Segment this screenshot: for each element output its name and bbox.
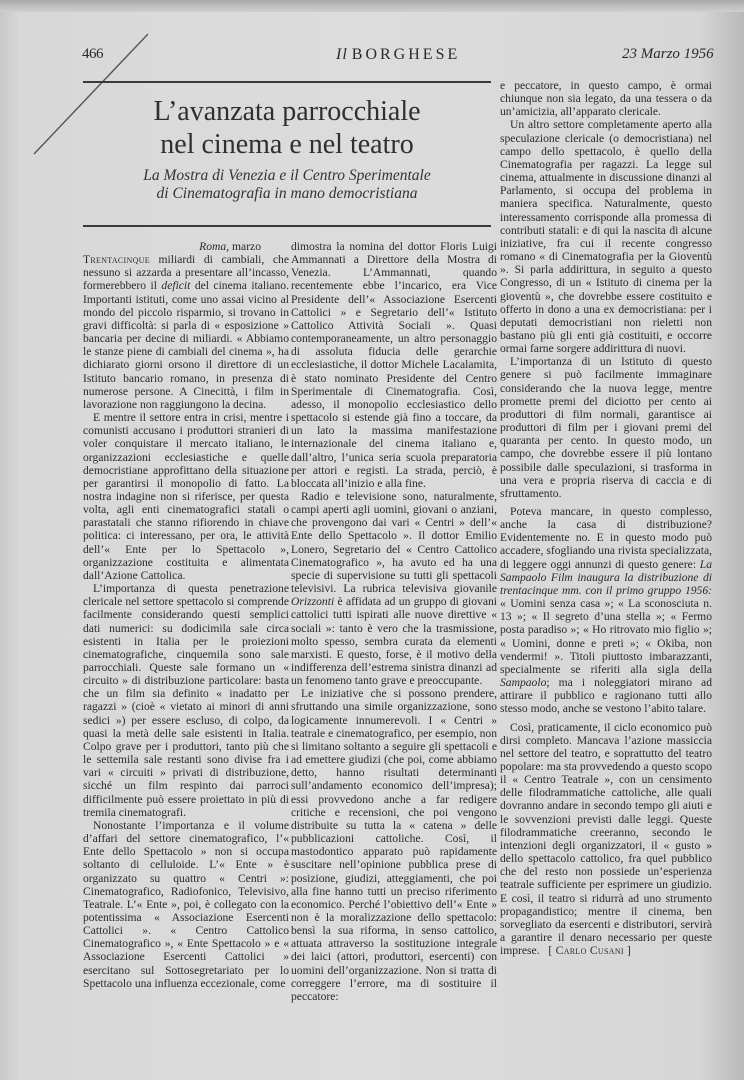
article-subtitle <box>83 167 491 203</box>
paragraph: E mentre il settore entra in crisi, mentre i comunisti accusano i produttori stranieri di voler conquistare il mercato italiano, le organizzazioni ecclesiastiche e quelle democristiane approfittano della situazione per garantirsi il monopolio di fatto. La nostra indagine non si riferisce, per questa volta, agli enti cinematografici statali o parastatali che stanno rifiorendo in chiave politica: ci interessano, per ora, le attività dell’« Ente per lo Spettacolo », organizzazione costituita e alimentata dall’Azione Cattolica. <box>83 411 289 582</box>
masthead-article: Il <box>336 46 348 63</box>
page-header <box>82 46 734 68</box>
text-run: Così, praticamente, il ciclo economico può dirsi completo. Mancava l’azione massiccia nel settore del teatro, e soprattutto del teatro popolare: ma sta provvedendo a questo scopo il « Centro Teatrale », con un censimento delle filodrammatiche cattoliche, alle quali dovranno andare in secondo tempo gli aiuti e le sovvenzioni previsti dalle leggi. Queste filodrammatiche creeranno, secondo le intenzioni degli organizzatori, il « gusto » dello spettacolo cattolico, fra quel pubblico che del resto non possiede un’esperienza teatrale sufficiente per esprimere un giudizio. E così, il teatro si ridurrà ad uno strumento propagandistico; mentre il cinema, ben sorvegliato da esercenti e distributori, servirà a garantire il denaro necessario per queste imprese. <box>500 720 712 958</box>
dateline-month: marzo <box>232 240 261 253</box>
paragraph <box>291 490 497 687</box>
paragraph: L’importanza di un Istituto di questo genere si può facilmente immaginare considerando che la nuova legge, mentre promette premi del diciotto per cento ai produttori di film normali, garantisce ai produttori di film per i giovani premi del quaranta per cento. In questo modo, un campo, che dovrebbe essere il più lontano possibile dalle speculazioni, si trasforma in una vera e propria riserva di caccia e di sfruttamento. <box>500 355 712 500</box>
italic-run: La Sampaolo Film inaugura la distribuzione di trentacinque mm. con il primo gruppo 1956: <box>500 557 712 597</box>
dateline <box>83 240 289 253</box>
dateline-city: Roma, <box>199 240 230 253</box>
text-run: è affidata ad un gruppo di giovani cattolici tutti ispirati alle nuove direttive « sociali »: tanto è vero che la trasmissione, molto spesso, sembra curata da elementi marxisti. E questo, forse, è il motivo della indifferenza dell’estrema sinistra dinanzi ad un fenomeno tanto grave e preoccupante. <box>291 595 497 688</box>
title-line-2: nel cinema e nel teatro <box>160 129 414 160</box>
article-heading <box>83 95 491 203</box>
text-run: Poteva mancare, in questo complesso, anche la casa di distribuzione? Evidentemente no. E in questo modo può accadere, sfogliando una rivista specializzata, di leggere oggi annunzi di questo genere: <box>500 505 712 571</box>
text-run: miliardi di cambiali, che nessuno si azzarda a presentare all’incasso, formerebbero il <box>83 253 289 293</box>
article-title <box>83 95 491 161</box>
author-signature: [ Carlo Cusani ] <box>548 944 632 958</box>
text-run: ; ma i noleggiatori mirano ad attirare il pubblico e ragionano tutti allo stesso modo, anche se vestono l’abito talare. <box>500 676 712 716</box>
italic-run: deficit <box>161 279 191 293</box>
subtitle-line-1: La Mostra di Venezia e il Centro Sperimentale <box>143 167 431 184</box>
text-column-2 <box>291 240 497 1003</box>
heading-rule <box>83 225 491 227</box>
page-number: 466 <box>82 46 103 62</box>
italic-run: Sampaolo <box>500 676 547 690</box>
paragraph: L’importanza di questa penetrazione clericale nel settore spettacolo si comprende facilmente considerando questi semplici dati numerici: su dodicimila sale circa esistenti in Italia per le proiezioni cinematografiche, cinquemila sono sale parrocchiali. Queste sale formano un « circuito » di distribuzione particolare: basta che un film sia definito « inadatto per ragazzi » (cioè « vietato ai minori di anni sedici ») per essere escluso, di colpo, da quasi la metà delle sale esistenti in Italia. Colpo grave per i produttori, tanto più che le settemila sale restanti sono divise fra i vari « circuiti » privati di distribuzione, sicché un film respinto dai parroci difficilmente può essere proiettato in più di tremila cinematografi. <box>83 582 289 819</box>
lead-word: Trentacinque <box>83 253 150 267</box>
text-column-1 <box>83 240 289 990</box>
text-column-3 <box>500 79 712 957</box>
subtitle-line-2: di Cinematografia in mano democristiana <box>156 185 418 202</box>
header-rule <box>83 81 491 83</box>
text-run: del cinema italiano. Importanti istituti, come uno assai vicino al mondo del piccolo risparmio, si trovano in gravi difficoltà: si parla di « esposizione » bancaria per decine di miliardi. « Abbiamo le stanze piene di cambiali del cinema », ha dichiarato giorni orsono il direttore di un Istituto bancario romano, in presenza di numerose persone. A Cinecittà, i film in lavorazione non raggiungono la decina. <box>83 279 289 411</box>
paragraph: e peccatore, in questo campo, è ormai chiunque non sia legato, da una tessera o da un’amicizia, all’apparato clericale. <box>500 79 712 119</box>
masthead <box>336 46 460 64</box>
italic-run: Orizzonti <box>291 595 335 609</box>
paragraph: Le iniziative che si possono prendere, sfruttando una simile organizzazione, sono logicamente innumerevoli. I « Centri » teatrale e cinematografico, per esempio, non si limitano soltanto a seguire gli spettacoli e ad emettere giudizi (che poi, come abbiamo detto, hanno risultati determinanti sull’andamento economico dell’impresa); essi provvedono anche a far redigere critiche e recensioni, che poi vengono distribuite su tutta la « catena » delle pubblicazioni cattoliche. Così, il mastodontico apparato può rapidamente suscitare nell’opinione pubblica prese di posizione, giudizi, atteggiamenti, che poi alla fine hanno tutti un preciso riferimento economico. Perché l’obiettivo dell’« Ente » non è la moralizzazione dello spettacolo: bensì la sua riforma, in senso cattolico, attuata attraverso la sostituzione integrale dei laici (attori, produttori, esercenti) con uomini dell’organizzazione. Non si tratta di correggere l’errore, ma di sostituire il peccatore: <box>291 687 497 1003</box>
title-line-1: L’avanzata parrocchiale <box>153 96 421 127</box>
paragraph <box>500 505 712 716</box>
text-run: Radio e televisione sono, naturalmente, campi aperti agli uomini, giovani o anziani, che provengono dai vari « Centri » dell’« Ente dello Spettacolo ». Il dottor Emilio Lonero, Segretario del « Centro Cattolico Cinematografico », ha avuto ed ha una specie di supervisione su tutti gli spettacoli televisivi. La rubrica televisiva giovanile <box>291 489 497 596</box>
paragraph: Un altro settore completamente aperto alla speculazione clericale (o democristiana) nel campo dello spettacolo, è quello della Cinematografia per ragazzi. La legge sul cinema, attualmente in discussione dinanzi al Parlamento, si occupa del problema in maniera specifica. Naturalmente, questo interessamento corrisponde alla promessa di contributi statali: e di qui la nascita di alcune iniziative, fra cui il recente congresso romano « di Cinematografia per la Gioventù ». Si parla addirittura, in seguito a questo Congresso, di un « Istituto di cinema per la gioventù », che dovrebbe essere costituito e offerto in dono a una ex democristiana: per i deputati democristiani non rieletti non bastano più gli enti già costituiti, e occorre ormai farne sorgere addirittura di nuovi. <box>500 118 712 356</box>
paragraph <box>500 721 712 958</box>
paragraph: Nonostante l’importanza e il volume d’affari del settore cinematografico, l’« Ente dello Spettacolo » non si occupa soltanto di celluloide. L’« Ente » è organizzato su quattro « Centri »: Cinematografico, Radiofonico, Televisivo, Teatrale. L’« Ente », poi, è collegato con la potentissima « Associazione Esercenti Cattolici ». « Centro Cattolico Cinematografico », « Ente Spettacolo » e « Associazione Esercenti Cattolici » esercitano sul Sottosegretariato per lo Spettacolo una influenza eccezionale, come <box>83 818 289 990</box>
masthead-name: BORGHESE <box>351 46 461 63</box>
text-run: « Uomini senza casa »; « La sconosciuta n. 13 »; « Il segreto d’una stella »; « Fermo posta paradiso »; « Ho ritrovato mio figlio »; « Uomini, donne e preti »; « Okiba, non vendermi! ». Titoli piuttosto imbarazzanti, specialmente se riferiti alla sigla della <box>500 597 712 676</box>
issue-date: 23 Marzo 1956 <box>622 46 714 62</box>
paragraph: dimostra la nomina del dottor Floris Luigi Ammannati a Direttore della Mostra di Venezia. L’Ammannati, quando recentemente ebbe l’incarico, era Vice Presidente dell’« Associazione Esercenti Cattolici » e Segretario dell’« Istituto Cattolico Attività Sociali ». Quasi contemporaneamente, un altro personaggio di assoluta fiducia delle gerarchie ecclesiastiche, il dottor Michele Lacalamita, è stato nominato Presidente del Centro Sperimentale di Cinematografia. Così, adesso, il monopolio ecclesiastico dello spettacolo si estende già fino a toccare, da un lato la massima manifestazione internazionale del cinema italiano e, dall’altro, l’unica seria scuola preparatoria per attori e registi. La strada, perciò, è bloccata all’inizio e alla fine. <box>291 240 497 490</box>
paragraph <box>83 253 289 411</box>
